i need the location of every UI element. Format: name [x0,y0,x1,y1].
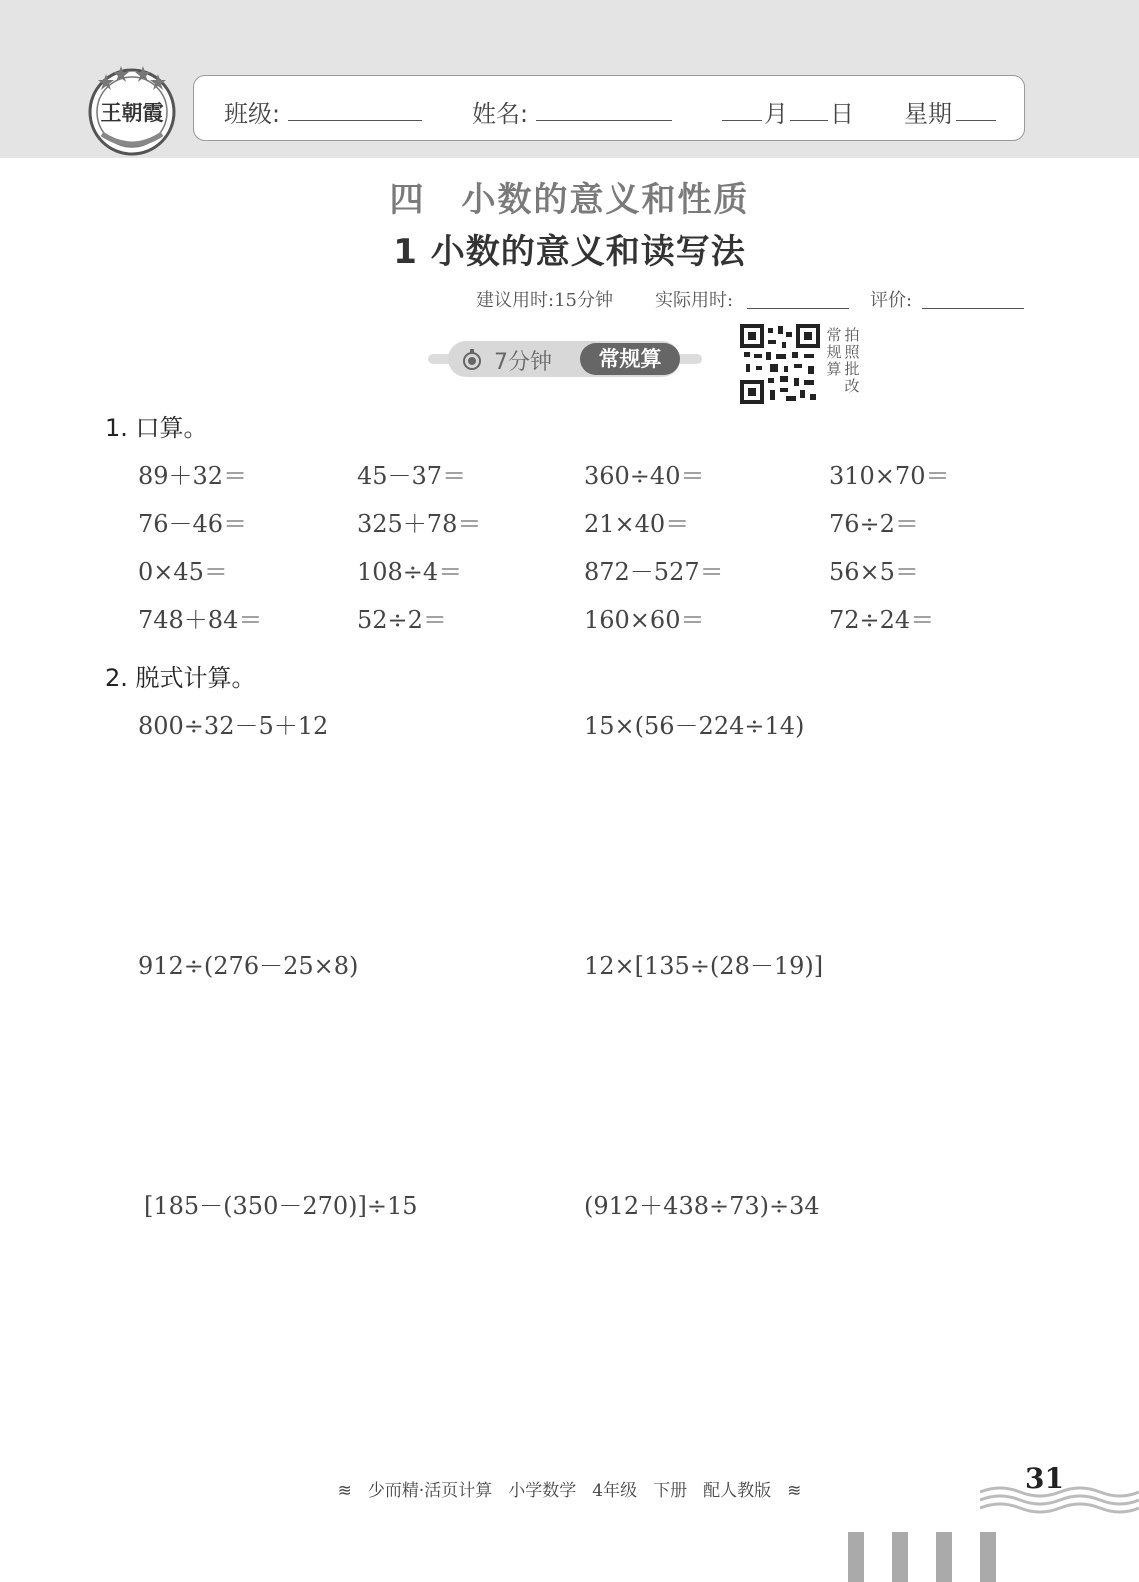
oral-item: 52÷2＝ [357,606,447,634]
rating-label: 评价: [870,290,913,311]
qr-caption-2: 拍照批改 [844,326,860,395]
thumb-tab [892,1532,908,1582]
weekday-label: 星期 [904,100,952,128]
thumb-tab [980,1532,996,1582]
name-label: 姓名: [472,100,529,128]
actual-time-field[interactable] [747,308,849,309]
time-badge [448,341,680,377]
badge-minutes: 7分钟 [494,350,552,375]
brand-logo [86,58,178,156]
oral-item: 108÷4＝ [357,558,463,586]
section1-heading: 1. 口算。 [105,414,208,442]
footer-edition: 配人教版 [703,1481,772,1501]
month-field[interactable] [722,120,762,121]
oral-item: 72÷24＝ [829,606,935,634]
stepwise-problem: 800÷32－5＋12 [138,712,329,740]
name-field[interactable] [536,120,672,121]
oral-item: 45－37＝ [357,462,467,490]
class-label: 班级: [224,100,281,128]
thumb-tab [936,1532,952,1582]
footer-grade: 4年级 [592,1481,638,1501]
oral-item: 325＋78＝ [357,510,482,538]
stepwise-problem: [185－(350－270)]÷15 [144,1192,418,1220]
oral-item: 56×5＝ [829,558,919,586]
oral-item: 310×70＝ [829,462,950,490]
rating-field[interactable] [922,308,1024,309]
footer [0,1476,1139,1501]
oral-item: 89＋32＝ [138,462,248,490]
oral-item: 160×60＝ [584,606,705,634]
wave-left-icon: ≋ [337,1481,352,1501]
oral-item: 748＋84＝ [138,606,263,634]
stepwise-problem: 912÷(276－25×8) [138,952,359,980]
logo-text: 王朝霞 [100,100,164,125]
lesson-title: 1 小数的意义和读写法 [393,232,746,272]
student-info-box [193,75,1025,141]
stepwise-problem: 12×[135÷(28－19)] [584,952,824,980]
chapter-title: 四 小数的意义和性质 [389,180,750,220]
footer-volume: 下册 [653,1481,688,1501]
actual-time-label: 实际用时: [655,290,734,311]
class-field[interactable] [288,120,422,121]
oral-item: 0×45＝ [138,558,228,586]
wave-right-icon: ≋ [787,1481,802,1501]
month-label: 月 [764,100,788,128]
oral-item: 872－527＝ [584,558,724,586]
weekday-field[interactable] [956,120,996,121]
section2-heading: 2. 脱式计算。 [105,664,256,692]
day-field[interactable] [790,120,828,121]
stopwatch-icon [460,347,484,371]
oral-item: 76－46＝ [138,510,248,538]
oral-item: 76÷2＝ [829,510,919,538]
oral-item: 360÷40＝ [584,462,705,490]
thumb-tab [848,1532,864,1582]
stepwise-problem: (912＋438÷73)÷34 [584,1192,820,1220]
stepwise-problem: 15×(56－224÷14) [584,712,805,740]
footer-series: 少而精·活页计算 [367,1481,493,1501]
suggested-time: 建议用时:15分钟 [476,290,613,311]
badge-tag: 常规算 [580,343,680,375]
qr-code-icon[interactable] [740,324,820,404]
day-label: 日 [830,100,854,128]
page-number: 31 [1025,1462,1064,1495]
oral-item: 21×40＝ [584,510,690,538]
footer-subject: 小学数学 [508,1481,577,1501]
qr-caption-1: 常规算 [826,326,842,378]
